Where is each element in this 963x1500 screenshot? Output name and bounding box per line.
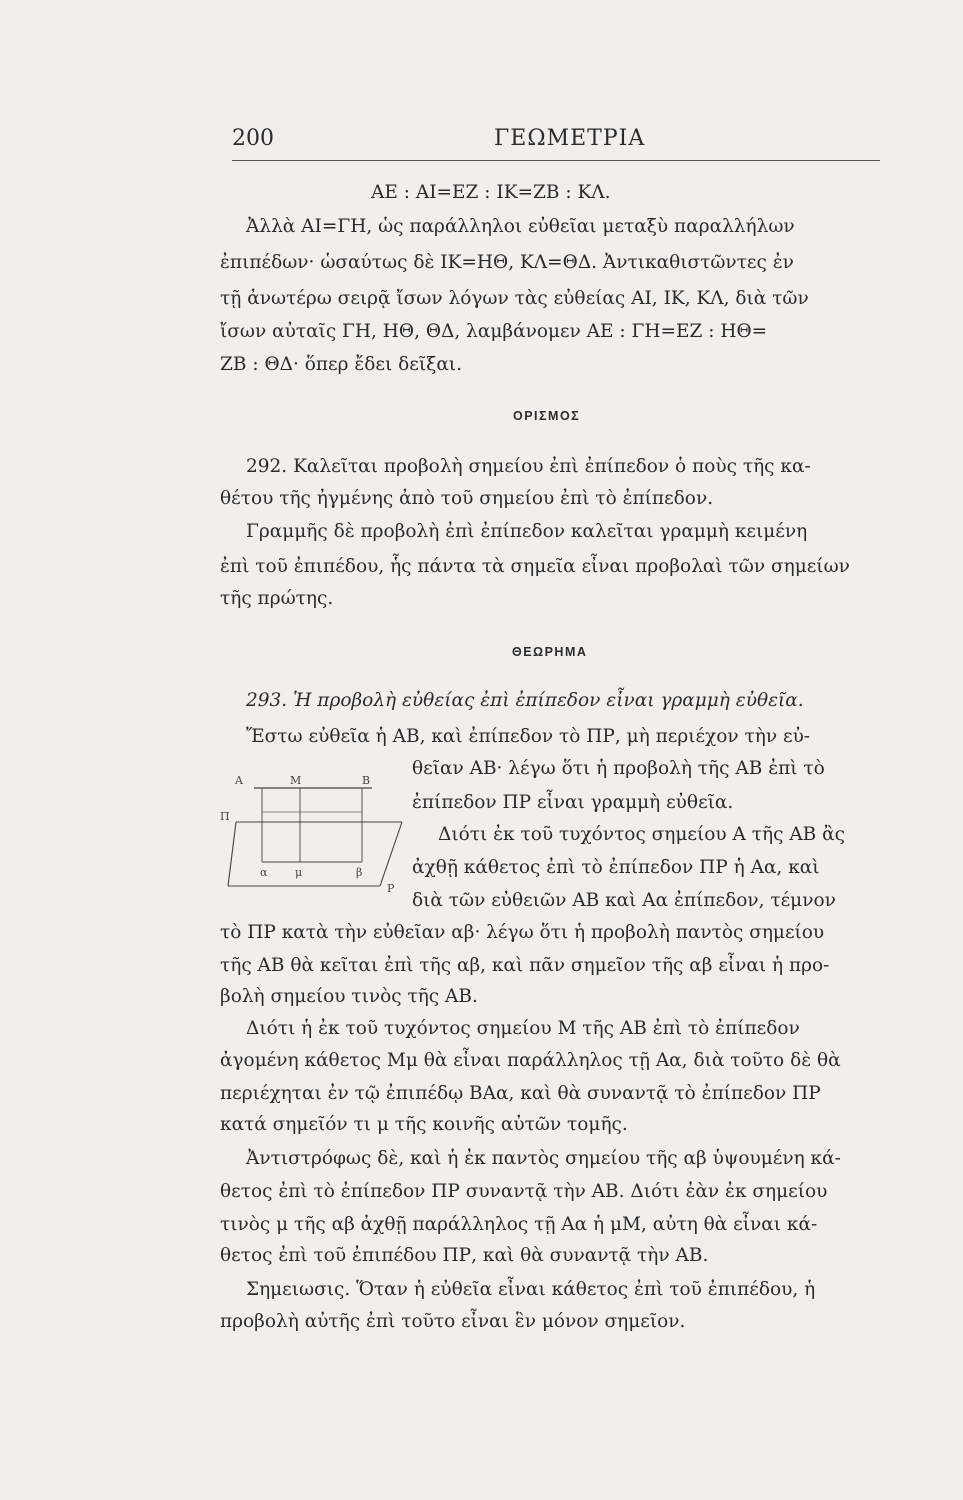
text-line: τῇ ἀνωτέρω σειρᾷ ἴσων λόγων τὰς εὐθείας ΑΙ, ΙΚ, ΚΛ, διὰ τῶν bbox=[220, 288, 809, 309]
text-line: Ἔστω εὐθεῖα ἡ ΑΒ, καὶ ἐπίπεδον τὸ ΠΡ, μὴ περιέχον τὴν εὐ- bbox=[246, 726, 811, 747]
page-header bbox=[232, 126, 880, 162]
text-line: βολὴ σημείου τινὸς τῆς ΑΒ. bbox=[220, 986, 478, 1007]
text-line: τῆς ΑΒ θὰ κεῖται ἐπὶ τῆς αβ, καὶ πᾶν σημεῖον τῆς αβ εἶναι ἡ προ- bbox=[220, 955, 830, 976]
label-beta: β bbox=[356, 866, 363, 879]
label-mu: μ bbox=[295, 866, 303, 879]
projection-diagram bbox=[220, 766, 410, 896]
text-line: ἀχθῇ κάθετος ἐπὶ τὸ ἐπίπεδον ΠΡ ἡ Αα, καὶ bbox=[412, 857, 820, 878]
text-line: τὸ ΠΡ κατὰ τὴν εὐθεῖαν αβ· λέγω ὅτι ἡ προβολὴ παντὸς σημείου bbox=[220, 922, 825, 943]
text-line: ἀγομένη κάθετος Μμ θὰ εἶναι παράλληλος τῇ Αα, διὰ τοῦτο δὲ θὰ bbox=[220, 1050, 841, 1071]
text-line: κατά σημεῖόν τι μ τῆς κοινῆς αὐτῶν τομῆς. bbox=[220, 1114, 628, 1135]
label-m: Μ bbox=[290, 774, 302, 787]
text-line: τινὸς μ τῆς αβ ἀχθῇ παράλληλος τῇ Αα ἡ μΜ, αὐτη θὰ εἶναι κά- bbox=[220, 1214, 818, 1235]
label-alpha: α bbox=[260, 866, 268, 879]
text-line: ἴσων αὐταῖς ΓΗ, ΗΘ, ΘΔ, λαμβάνομεν ΑΕ : ΓΗ=ΕΖ : ΗΘ= bbox=[220, 321, 768, 342]
text-line: 292. Καλεῖται προβολὴ σημείου ἐπὶ ἐπίπεδον ὁ ποὺς τῆς κα- bbox=[246, 456, 811, 477]
label-pi: Π bbox=[220, 810, 230, 823]
header-rule bbox=[232, 160, 880, 161]
page-number: 200 bbox=[232, 126, 274, 151]
text-line: θετος ἐπὶ τὸ ἐπίπεδον ΠΡ συναντᾷ τὴν ΑΒ. Διότι ἐὰν ἐκ σημείου bbox=[220, 1181, 828, 1202]
text-line: ἐπίπεδον ΠΡ εἶναι γραμμὴ εὐθεῖα. bbox=[412, 792, 734, 813]
definition-heading: ΟΡΙΣΜΟΣ bbox=[513, 409, 581, 423]
proportion-line: ΑΕ : ΑΙ=ΕΖ : ΙΚ=ΖΒ : ΚΛ. bbox=[371, 182, 611, 203]
text-line: περιέχηται ἐν τῷ ἐπιπέδῳ ΒΑα, καὶ θὰ συναντᾷ τὸ ἐπίπεδον ΠΡ bbox=[220, 1083, 821, 1104]
text-line: Γραμμῆς δὲ προβολὴ ἐπὶ ἐπίπεδον καλεῖται γραμμὴ κειμένη bbox=[246, 521, 808, 542]
text-line: τῆς πρώτης. bbox=[220, 588, 334, 609]
text-line: Ἀλλὰ ΑΙ=ΓΗ, ὡς παράλληλοι εὐθεῖαι μεταξὺ παραλλήλων bbox=[246, 216, 795, 237]
text-line: θετος ἐπὶ τοῦ ἐπιπέδου ΠΡ, καὶ θὰ συναντᾷ τὴν ΑΒ. bbox=[220, 1245, 709, 1266]
projection-figure bbox=[220, 766, 410, 896]
text-line: Διότι ἐκ τοῦ τυχόντος σημείου Α τῆς ΑΒ ἂς bbox=[438, 824, 846, 845]
text-line: ἐπιπέδων· ὡσαύτως δὲ ΙΚ=ΗΘ, ΚΛ=ΘΔ. Ἀντικαθιστῶντες ἐν bbox=[220, 252, 794, 273]
text-line: ἐπὶ τοῦ ἐπιπέδου, ἧς πάντα τὰ σημεῖα εἶναι προβολαὶ τῶν σημείων bbox=[220, 556, 850, 577]
text-line: θέτου τῆς ἠγμένης ἀπὸ τοῦ σημείου ἐπὶ τὸ ἐπίπεδον. bbox=[220, 488, 714, 509]
label-b: Β bbox=[362, 774, 371, 787]
note-line: Σημειωσις. Ὅταν ἡ εὐθεῖα εἶναι κάθετος ἐπὶ τοῦ ἐπιπέδου, ἡ bbox=[246, 1279, 816, 1300]
note-line: προβολὴ αὐτῆς ἐπὶ τοῦτο εἶναι ἓν μόνον σημεῖον. bbox=[220, 1311, 686, 1332]
label-a: Α bbox=[235, 774, 243, 787]
text-line: Διότι ἡ ἐκ τοῦ τυχόντος σημείου Μ τῆς ΑΒ ἐπὶ τὸ ἐπίπεδον bbox=[246, 1018, 800, 1039]
text-line: διὰ τῶν εὐθειῶν ΑΒ καὶ Αα ἐπίπεδον, τέμνον bbox=[412, 890, 836, 911]
theorem-statement: 293. Ἡ προβολὴ εὐθείας ἐπὶ ἐπίπεδον εἶναι γραμμὴ εὐθεῖα. bbox=[246, 690, 804, 711]
theorem-heading: ΘΕΩΡΗΜΑ bbox=[512, 645, 588, 659]
plane-right-edge bbox=[380, 822, 402, 886]
text-line: Ἀντιστρόφως δὲ, καὶ ἡ ἐκ παντὸς σημείου τῆς αβ ὑψουμένη κά- bbox=[246, 1148, 841, 1169]
text-line: θεῖαν ΑΒ· λέγω ὅτι ἡ προβολὴ τῆς ΑΒ ἐπὶ τὸ bbox=[412, 758, 825, 779]
text-line: ΖΒ : ΘΔ· ὅπερ ἔδει δεῖξαι. bbox=[220, 354, 462, 375]
label-rho: Ρ bbox=[387, 882, 395, 895]
running-title: ΓΕΩΜΕΤΡΙΑ bbox=[494, 126, 646, 151]
plane-left-edge bbox=[228, 822, 236, 886]
